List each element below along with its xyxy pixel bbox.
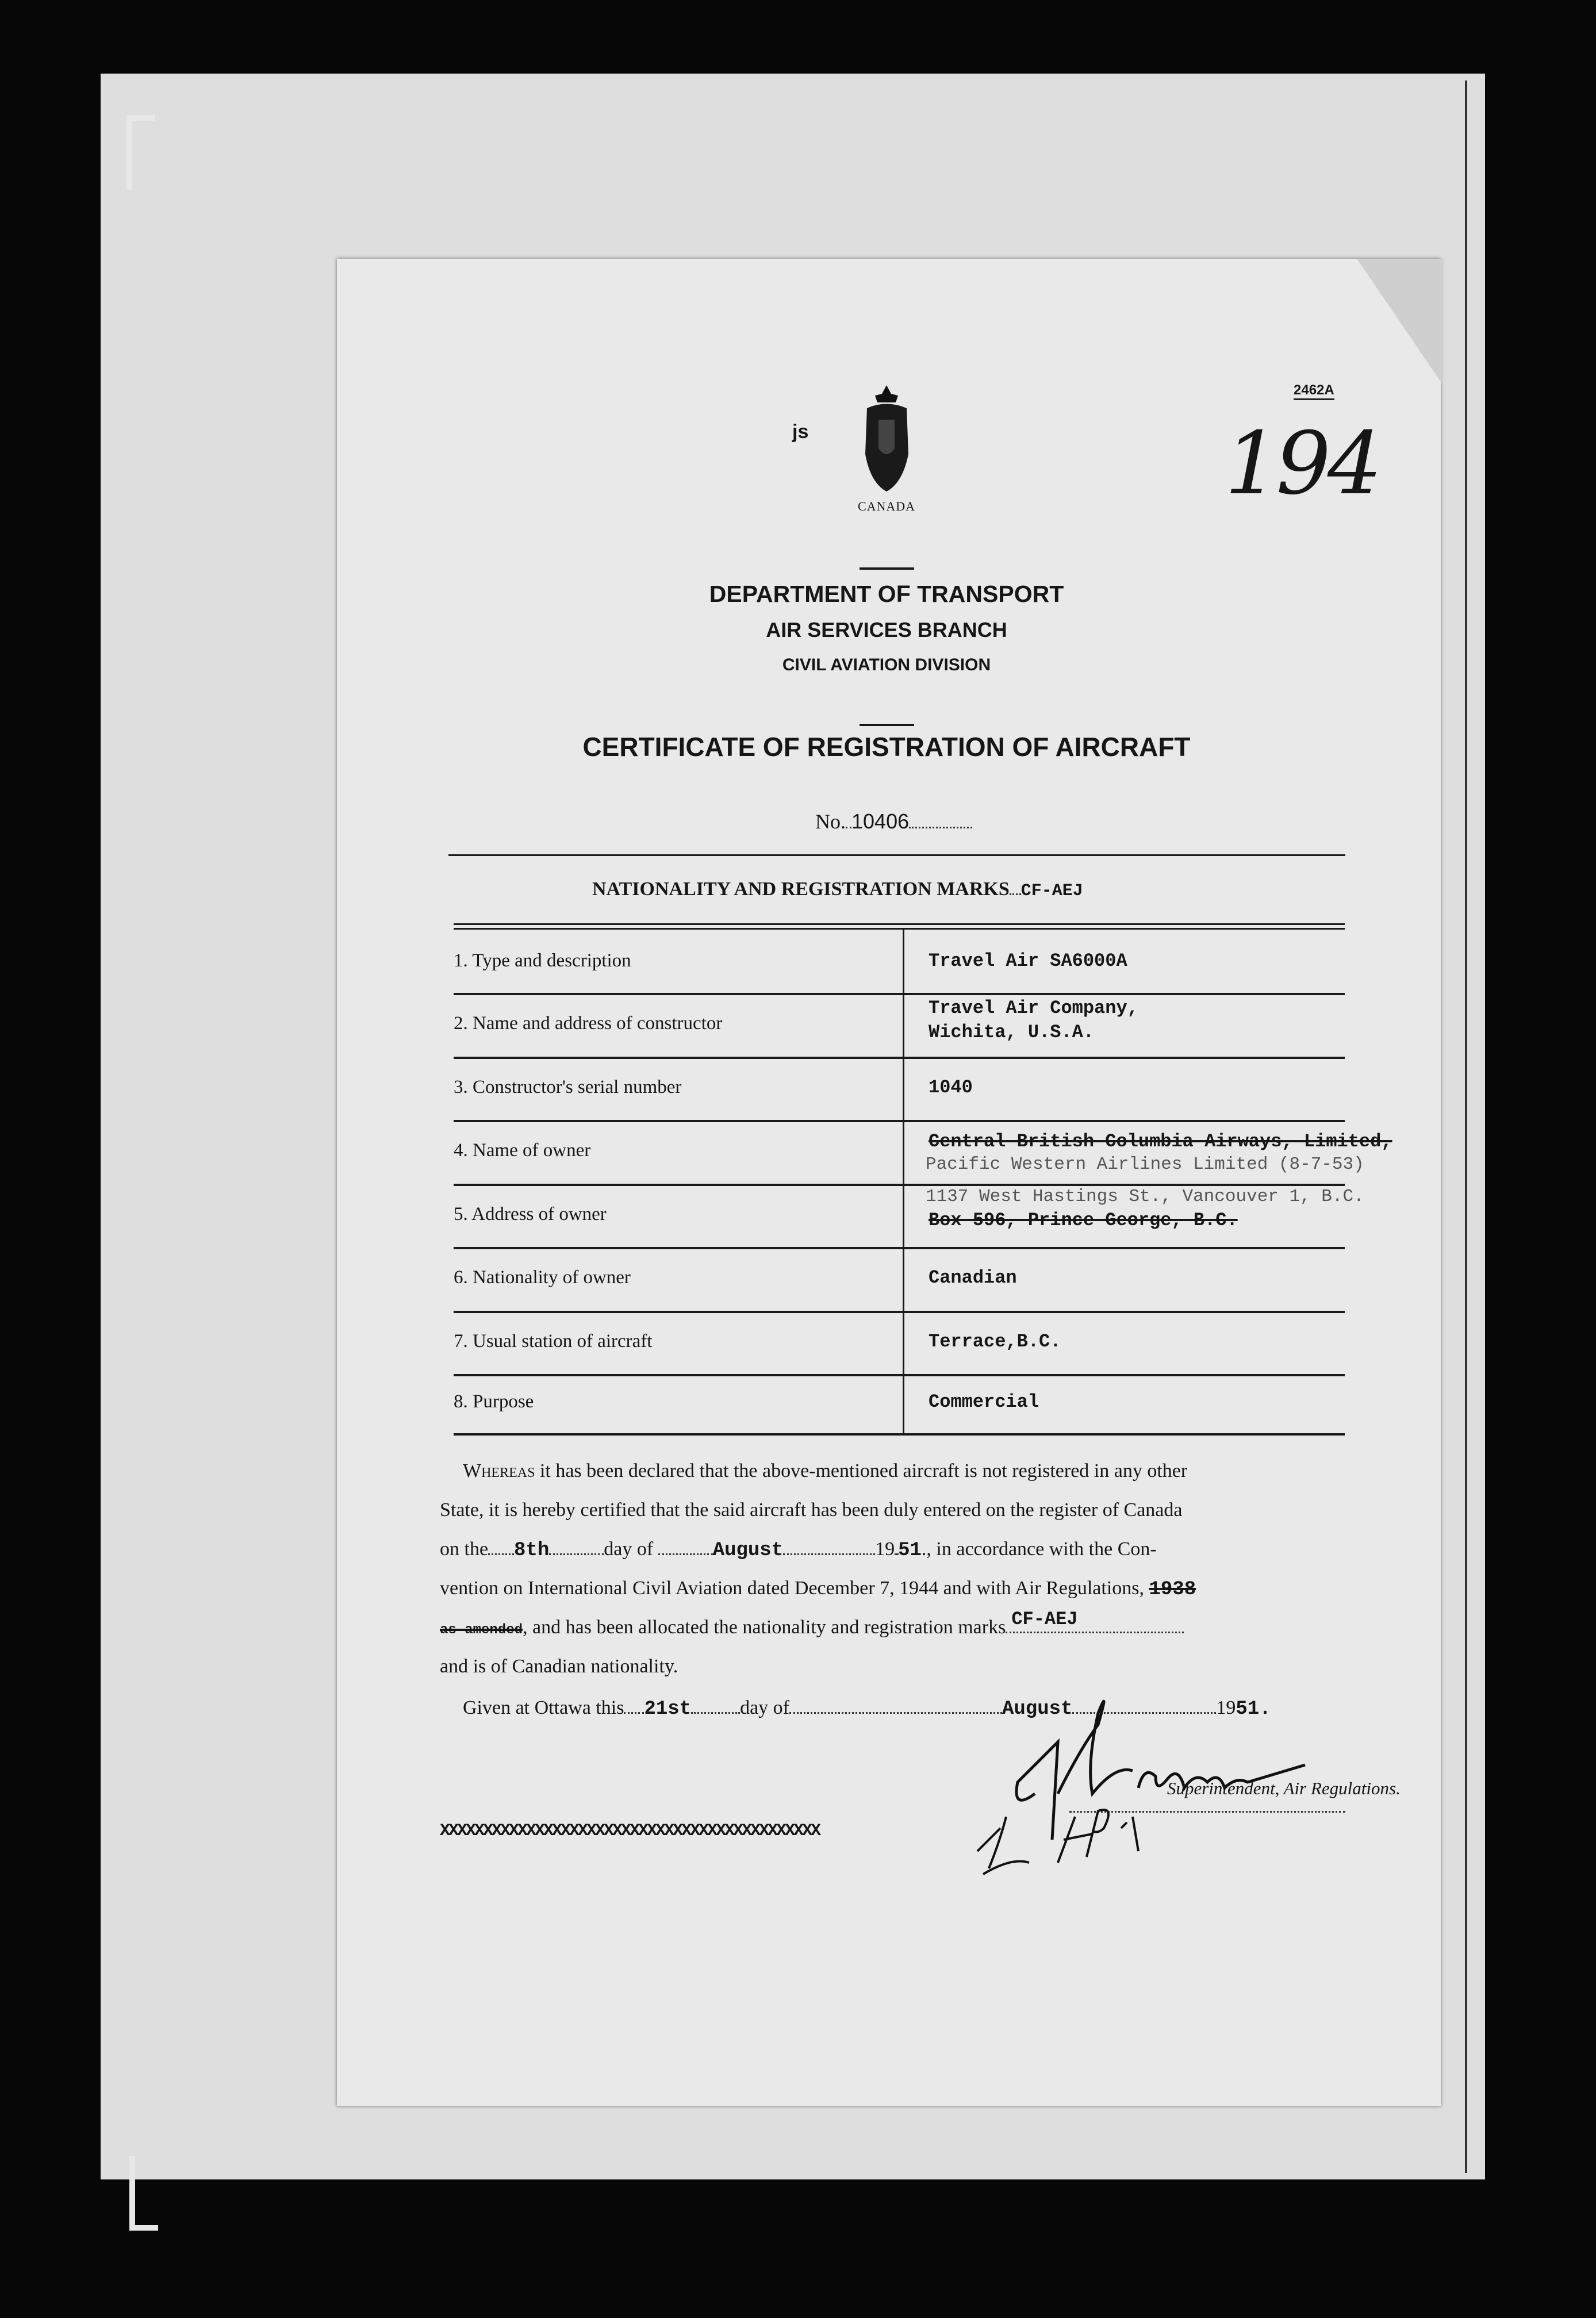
nationality-line: and is of Canadian nationality. (440, 1656, 678, 1677)
crest-caption: CANADA (857, 499, 916, 513)
folded-corner (1357, 259, 1443, 385)
type-value: Travel Air SA6000A (929, 950, 1127, 972)
divider (448, 854, 1345, 856)
certificate-number (815, 809, 972, 834)
row-rule (454, 1374, 1345, 1376)
registration-date-line (440, 1538, 1157, 1561)
struck-amended: as amended (440, 1622, 523, 1638)
row-rule (454, 1311, 1345, 1313)
former-owner-address-value: Box 596, Prince George, B.C. (929, 1210, 1238, 1231)
row-rule (454, 1057, 1345, 1059)
body-text: on the (440, 1538, 489, 1560)
row-rule (454, 993, 1345, 995)
body-text: it has been declared that the above-mentioned aircraft is not registered in any other (539, 1460, 1188, 1482)
row-rule (454, 1247, 1345, 1249)
table-column-divider (903, 930, 904, 1433)
page-edge (1465, 80, 1467, 2173)
serial-number-value: 1040 (929, 1077, 973, 1098)
row-label: 5. Address of owner (454, 1204, 607, 1225)
coat-of-arms-icon (862, 385, 911, 494)
body-text: Given at Ottawa this (463, 1697, 624, 1718)
corner-mark-top (126, 115, 155, 190)
body-text: vention on International Civil Aviation dated December 7, 1944 and with Air Regulations, (440, 1578, 1145, 1599)
body-text: day of (740, 1697, 789, 1718)
division-heading: CIVIL AVIATION DIVISION (782, 655, 991, 674)
body-text: ., in accordance with the Con- (921, 1538, 1157, 1560)
year-prefix: 19 (1216, 1697, 1236, 1718)
signatory-title: Superintendent, Air Regulations. (1167, 1778, 1401, 1798)
whereas-line-2: State, it is hereby certified that the said aircraft has been duly entered on the register of Canada (440, 1499, 1183, 1521)
constructor-address-value: Wichita, U.S.A. (929, 1022, 1095, 1043)
certificate-number-value: 10406 (851, 809, 910, 833)
registration-day: 8th (514, 1540, 550, 1561)
purpose-value: Commercial (929, 1391, 1039, 1413)
row-label: 1. Type and description (454, 950, 631, 971)
struck-out-line: XXXXXXXXXXXXXXXXXXXXXXXXXXXXXXXXXXXXXXXXXXXX (440, 1821, 820, 1841)
row-rule (454, 1184, 1345, 1186)
allocated-marks: CF-AEJ (1011, 1609, 1078, 1630)
given-year: 51. (1236, 1698, 1271, 1720)
year-prefix: 19 (875, 1538, 895, 1560)
form-number: 2462A (1294, 382, 1334, 400)
whereas-line-1 (463, 1460, 1187, 1482)
initials-icon (1052, 1799, 1179, 1868)
row-label: 7. Usual station of aircraft (454, 1331, 653, 1352)
row-label: 3. Constructor's serial number (454, 1077, 682, 1097)
divider (860, 567, 914, 570)
constructor-name-value: Travel Air Company, (929, 997, 1138, 1019)
crest-initials: js (792, 421, 809, 443)
branch-heading: AIR SERVICES BRANCH (766, 618, 1007, 642)
table-top-rule (454, 928, 1345, 930)
handwritten-file-number: 194 (1225, 414, 1379, 514)
row-rule (454, 1120, 1345, 1122)
table-bottom-rule (454, 1433, 1345, 1436)
marks-value: CF-AEJ (1020, 881, 1083, 901)
body-text: , and has been allocated the nationality and registration marks (523, 1617, 1006, 1638)
marks-label: NATIONALITY AND REGISTRATION MARKS (592, 878, 1010, 900)
divider (860, 724, 914, 726)
row-label: 4. Name of owner (454, 1140, 591, 1161)
given-day: 21st (644, 1698, 692, 1720)
certificate-number-label: No. (815, 810, 846, 833)
department-heading: DEPARTMENT OF TRANSPORT (709, 581, 1064, 607)
whereas-word: Whereas (463, 1460, 535, 1482)
certificate-title: CERTIFICATE OF REGISTRATION OF AIRCRAFT (582, 732, 1191, 762)
station-value: Terrace,B.C. (929, 1331, 1061, 1352)
convention-line (440, 1578, 1196, 1601)
current-owner-value: Pacific Western Airlines Limited (8-7-53) (926, 1154, 1364, 1175)
row-label: 8. Purpose (454, 1391, 534, 1412)
body-text: day of (604, 1538, 654, 1560)
current-owner-address-value: 1137 West Hastings St., Vancouver 1, B.C. (926, 1187, 1364, 1207)
registration-month: August (712, 1540, 784, 1561)
struck-year: 1938 (1149, 1579, 1196, 1601)
nationality-marks-line (592, 878, 1083, 901)
allocated-line (440, 1609, 1184, 1638)
corner-mark-bottom (129, 2156, 158, 2231)
row-label: 6. Nationality of owner (454, 1267, 631, 1288)
nationality-value: Canadian (929, 1267, 1017, 1288)
former-owner-value: Central British Columbia Airways, Limited, (929, 1131, 1392, 1152)
table-top-rule (454, 923, 1345, 925)
registration-year: 51 (898, 1540, 922, 1561)
given-month: August (1002, 1698, 1073, 1720)
row-label: 2. Name and address of constructor (454, 1013, 723, 1034)
